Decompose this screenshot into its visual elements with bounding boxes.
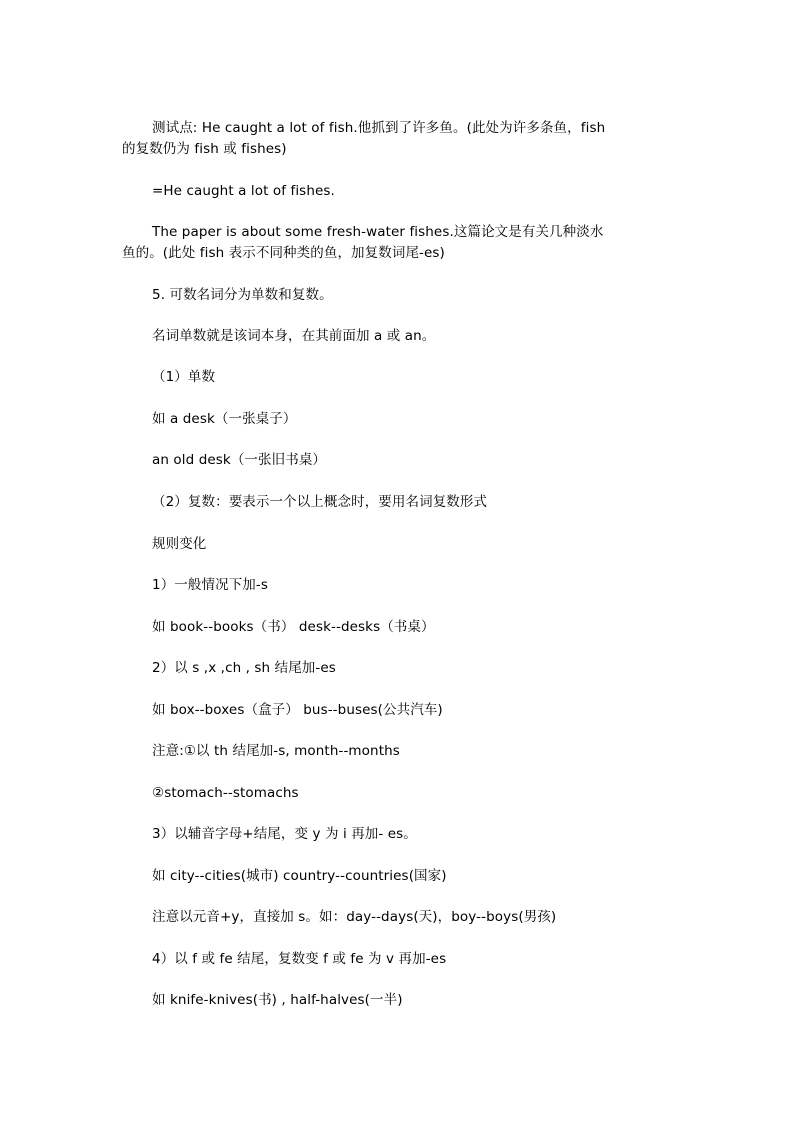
- text-line: 的复数仍为 fish 或 fishes): [122, 141, 287, 157]
- section-heading: 5. 可数名词分为单数和复数。: [152, 287, 333, 303]
- text-line: =He caught a lot of fishes.: [152, 183, 335, 199]
- text-line: 名词单数就是该词本身，在其前面加 a 或 an。: [152, 328, 436, 344]
- text-line: 规则变化: [152, 536, 207, 552]
- rule-line: 1）一般情况下加-s: [152, 577, 268, 593]
- note-line: 注意:①以 th 结尾加-s, month--months: [152, 743, 400, 759]
- note-line: 注意以元音+y，直接加 s。如：day--days(天)，boy--boys(男孩): [152, 909, 557, 925]
- example-line: an old desk（一张旧书桌）: [152, 452, 327, 468]
- example-line: 如 a desk（一张桌子）: [152, 411, 297, 427]
- example-line: 如 city--cities(城市) country--countries(国家): [152, 868, 447, 884]
- rule-line: 3）以辅音字母+结尾，变 y 为 i 再加- es。: [152, 826, 417, 842]
- note-line: ②stomach--stomachs: [152, 785, 299, 801]
- rule-line: 4）以 f 或 fe 结尾，复数变 f 或 fe 为 v 再加-es: [152, 951, 447, 967]
- subsection-heading: （2）复数：要表示一个以上概念时，要用名词复数形式: [152, 494, 488, 510]
- example-line: 如 box--boxes（盒子） bus--buses(公共汽车): [152, 702, 443, 718]
- text-line: The paper is about some fresh-water fishes.这篇论文是有关几种淡水: [152, 224, 604, 240]
- example-line: 如 knife-knives(书) , half-halves(一半): [152, 992, 403, 1008]
- text-line: 测试点: He caught a lot of fish.他抓到了许多鱼。(此处为许多条鱼，fish: [152, 120, 606, 136]
- rule-line: 2）以 s ,x ,ch , sh 结尾加-es: [152, 660, 336, 676]
- example-line: 如 book--books（书） desk--desks（书桌）: [152, 619, 435, 635]
- subsection-heading: （1）单数: [152, 369, 216, 385]
- text-line: 鱼的。(此处 fish 表示不同种类的鱼，加复数词尾-es): [122, 245, 445, 261]
